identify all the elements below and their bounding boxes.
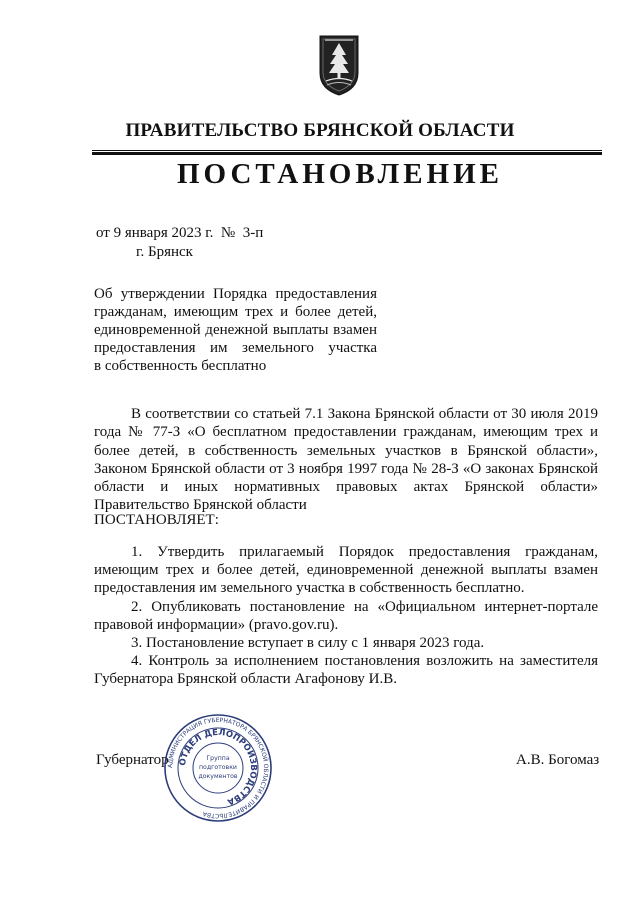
coat-of-arms-icon (317, 33, 361, 97)
document-city: г. Брянск (136, 244, 193, 260)
stamp-center-line: Группа (206, 755, 230, 762)
subject-line: Об утверждении Порядка предоставления (94, 286, 377, 302)
header-rule-thin (92, 150, 602, 151)
header-rule-thick (92, 152, 602, 155)
resolves-heading: ПОСТАНОВЛЯЕТ: (94, 512, 219, 528)
subject-line: единовременной денежной выплаты взамен (94, 322, 377, 338)
subject-line: в собственность бесплатно (94, 358, 267, 374)
preamble-text: В соответствии со статьей 7.1 Закона Брянской области от 30 июля 2019 года № 77-З «О бесплатном предоставлении гражданам, имеющим трех и более детей, в собственность земельных участков в Брянской области», Законом Брянской области от 3 ноября 1997 года № 28-З «О законах Брянской области и иных нормативных правовых актах Брянской области» Правительство Брянской области (94, 406, 598, 514)
preamble-paragraph (94, 405, 598, 515)
official-stamp-icon (163, 713, 273, 823)
signatory-name: А.В. Богомаз (516, 752, 600, 768)
subject-line: гражданам, имеющим трех и более детей, (94, 304, 377, 320)
document-date-number: от 9 января 2023 г. № 3-п (96, 225, 264, 241)
stamp-center-line: подготовки (199, 764, 237, 771)
resolution-item: 3. Постановление вступает в силу с 1 января 2023 года. (131, 635, 485, 652)
signatory-title: Губернатор (96, 752, 169, 768)
resolution-item: 1. Утвердить прилагаемый Порядок предоставления гражданам, имеющим трех и более детей, единовременной денежной выплаты взамен предоставления им земельного участка в собственность бесплатно. (94, 544, 598, 597)
stamp-inner-text: ОТДЕЛ ДЕЛОПРОИЗВОДСТВА (177, 727, 259, 807)
stamp-center-line: документов (198, 773, 238, 780)
document-subject (94, 285, 377, 375)
document-type: ПОСТАНОВЛЕНИЕ (176, 158, 503, 190)
resolution-item: 4. Контроль за исполнением постановления возложить на заместителя Губернатора Брянской области Агафонову И.В. (94, 653, 598, 688)
resolution-items (94, 543, 598, 689)
resolution-item: 2. Опубликовать постановление на «Официальном интернет-портале правовой информации» (pravo.gov.ru). (94, 598, 598, 633)
government-title: ПРАВИТЕЛЬСТВО БРЯНСКОЙ ОБЛАСТИ (125, 120, 515, 141)
stamp-outer-text: АДМИНИСТРАЦИЯ ГУБЕРНАТОРА БРЯНСКОЙ ОБЛАСТИ И ПРАВИТЕЛЬСТВА (166, 716, 270, 820)
subject-line: предоставления им земельного участка (94, 340, 377, 356)
